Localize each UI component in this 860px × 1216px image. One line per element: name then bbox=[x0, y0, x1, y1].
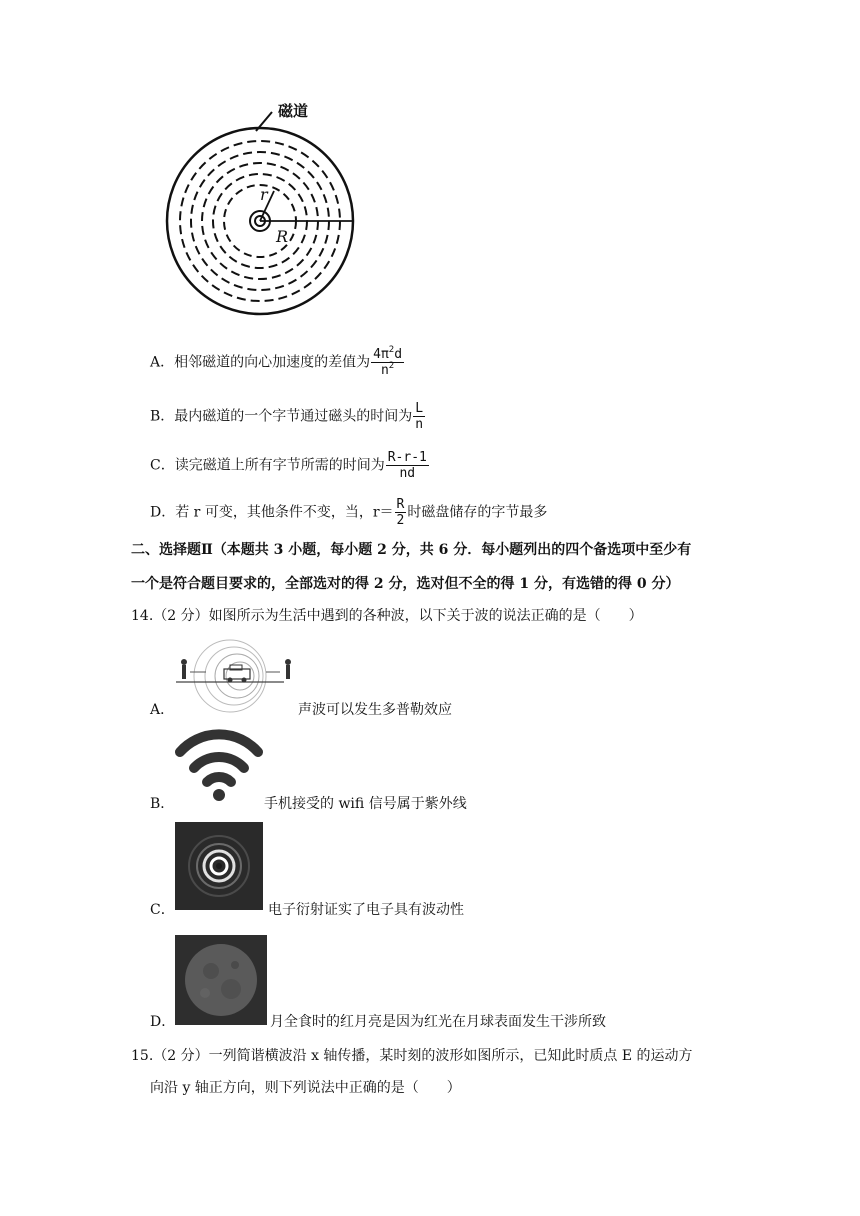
option-text: 若 r 可变，其他条件不变，当，r＝ bbox=[175, 504, 394, 521]
diffraction-rings-icon bbox=[175, 822, 263, 910]
option-letter: A． bbox=[150, 702, 175, 718]
option-letter: B． bbox=[150, 408, 175, 425]
q14-option-d-text: 月全食时的红月亮是因为红光在月球表面发生干涉所致 bbox=[270, 1014, 606, 1030]
q15-stem-line1: 15.（2 分）一列简谐横波沿 x 轴传播，某时刻的波形如图所示，已知此时质点 E 的运动方 bbox=[131, 1048, 693, 1064]
option-text: 最内磁道的一个字节通过磁头的时间为 bbox=[174, 408, 413, 425]
q15-stem-line2: 向沿 y 轴正方向，则下列说法中正确的是（ ） bbox=[150, 1080, 461, 1096]
fraction-denominator: $n^2$ bbox=[380, 361, 395, 378]
q14-option-d bbox=[150, 1012, 175, 1032]
q14-option-c bbox=[150, 900, 175, 920]
q13-option-b bbox=[150, 401, 426, 432]
doppler-car-icon bbox=[172, 638, 292, 718]
q14-option-b-text: 手机接受的 wifi 信号属于紫外线 bbox=[264, 796, 467, 812]
fraction bbox=[371, 347, 404, 378]
option-letter: D． bbox=[150, 1014, 176, 1030]
red-moon-icon bbox=[175, 935, 267, 1025]
fraction bbox=[413, 401, 425, 432]
q13-option-a bbox=[150, 347, 405, 378]
option-text: 时磁盘储存的字节最多 bbox=[407, 504, 548, 521]
q14-option-a bbox=[150, 700, 174, 720]
fraction bbox=[395, 497, 407, 528]
q14-option-a-text: 声波可以发生多普勒效应 bbox=[298, 702, 452, 718]
section-heading-line2: 一个是符合题目要求的，全部选对的得 2 分，选对但不全的得 1 分，有选错的得 0 分） bbox=[131, 576, 680, 592]
option-letter: C． bbox=[150, 457, 175, 474]
inner-radius-label: r bbox=[260, 185, 268, 204]
option-letter: A． bbox=[150, 354, 175, 371]
option-letter: C． bbox=[150, 902, 175, 918]
outer-radius-label: R bbox=[276, 227, 289, 246]
fraction bbox=[386, 450, 429, 481]
option-text: 读完磁道上所有字节所需的时间为 bbox=[174, 457, 385, 474]
track-label: 磁道 bbox=[278, 102, 309, 120]
wifi-icon bbox=[174, 726, 264, 802]
section-heading-line1: 二、选择题Ⅱ（本题共 3 小题，每小题 2 分，共 6 分．每小题列出的四个备选项中至少有 bbox=[131, 542, 692, 558]
fraction-denominator: 2 bbox=[396, 513, 405, 528]
fraction-numerator: $4\pi^2d$ bbox=[373, 345, 403, 362]
q13-option-c bbox=[150, 450, 430, 481]
fraction-numerator: L bbox=[415, 401, 424, 416]
magnetic-disk-figure bbox=[160, 100, 360, 330]
q14-stem: 14.（2 分）如图所示为生活中遇到的各种波，以下关于波的说法正确的是（ ） bbox=[131, 608, 643, 624]
fraction-denominator: nd bbox=[399, 466, 416, 481]
q14-option-b bbox=[150, 794, 174, 814]
option-letter: B． bbox=[150, 796, 175, 812]
option-text: 相邻磁道的向心加速度的差值为 bbox=[174, 354, 371, 371]
q13-option-d bbox=[150, 497, 547, 528]
q14-option-c-text: 电子衍射证实了电子具有波动性 bbox=[268, 902, 464, 918]
fraction-numerator: R-r-1 bbox=[387, 450, 427, 465]
fraction-denominator: n bbox=[415, 417, 424, 432]
option-letter: D． bbox=[150, 504, 176, 521]
fraction-numerator: R bbox=[396, 497, 405, 512]
